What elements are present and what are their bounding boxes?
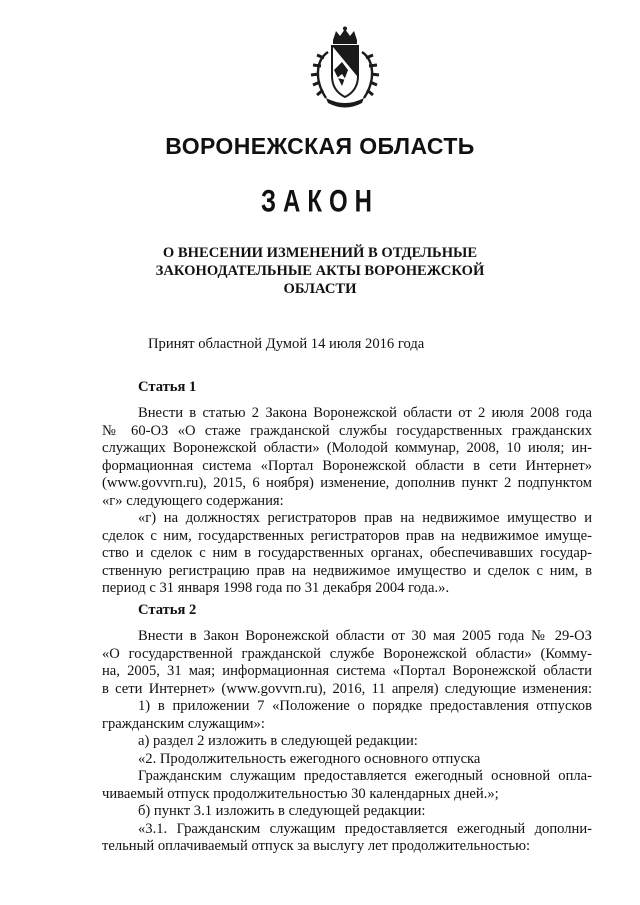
article-2-body — [102, 628, 592, 856]
text-line: период с 31 января 1998 года по 31 декабря 2004 года.». — [102, 580, 450, 596]
region-name: ВОРОНЕЖСКАЯ ОБЛАСТЬ — [165, 133, 475, 159]
text-line: сделок с ним, государственных регистраторов прав на недвижимое имуще- — [102, 527, 592, 544]
text-line: (www.govvrn.ru), 2015, 6 ноября) изменение, дополнив пункт 2 подпунктом — [102, 475, 592, 491]
text-line: № 60-ОЗ «О стаже гражданской службы государственных гражданских — [102, 422, 592, 439]
document-type: ЗАКОН — [260, 184, 379, 220]
text-line: на, 2005, 31 мая; информационная система «Портал Воронежской области — [102, 663, 592, 679]
text-line: б) пункт 3.1 изложить в следующей редакции: — [138, 803, 426, 819]
text-line: служащих Воронежской области» (Молодой коммунар, 2008, 10 июля; ин- — [102, 440, 592, 456]
text-line: тельный оплачиваемый отпуск за выслугу лет продолжительностью: — [102, 838, 531, 854]
text-line: «г» следующего содержания: — [102, 492, 284, 509]
law-title-line: ОБЛАСТИ — [283, 281, 357, 297]
text-line: гражданским служащим»: — [102, 715, 265, 732]
text-line: «г) на должностях регистраторов прав на недвижимое имущество и — [138, 510, 592, 526]
article-1-heading: Статья 1 — [138, 379, 197, 395]
law-title — [0, 244, 640, 298]
text-line: ство и сделок с ним в государственных органах, обеспечивавших государ- — [102, 545, 592, 561]
text-line: Внести в статью 2 Закона Воронежской области от 2 июля 2008 года — [138, 405, 592, 421]
text-line: а) раздел 2 изложить в следующей редакции: — [138, 733, 418, 749]
text-line: формационная система «Портал Воронежской области в сети Интернет» — [102, 457, 592, 474]
text-line: в сети Интернет» (www.govvrn.ru), 2016, 11 апреля) следующие изменения: — [102, 680, 592, 697]
text-line: «О государственной гражданской службе Воронежской области» (Комму- — [102, 645, 592, 662]
text-line: чиваемый отпуск продолжительностью 30 календарных дней.»; — [102, 785, 499, 802]
text-line: Гражданским служащим предоставляется ежегодный основной опла- — [138, 768, 592, 784]
coat-of-arms-icon — [306, 26, 384, 110]
text-line: Внести в Закон Воронежской области от 30 мая 2005 года № 29-ОЗ — [138, 628, 592, 644]
text-line: «2. Продолжительность ежегодного основного отпуска — [138, 750, 481, 767]
law-title-line: О ВНЕСЕНИИ ИЗМЕНЕНИЙ В ОТДЕЛЬНЫЕ — [162, 245, 478, 261]
adoption-date: Принят областной Думой 14 июля 2016 года — [148, 336, 425, 352]
text-line: ственную регистрацию прав на недвижимое имущество и сделок с ним, в — [102, 562, 592, 579]
article-2-heading: Статья 2 — [138, 602, 197, 618]
text-line: «3.1. Гражданским служащим предоставляется ежегодный дополни- — [138, 820, 592, 837]
text-line: 1) в приложении 7 «Положение о порядке предоставления отпусков — [138, 698, 592, 714]
law-title-line: ЗАКОНОДАТЕЛЬНЫЕ АКТЫ ВОРОНЕЖСКОЙ — [155, 263, 485, 279]
article-1-body — [102, 405, 592, 598]
